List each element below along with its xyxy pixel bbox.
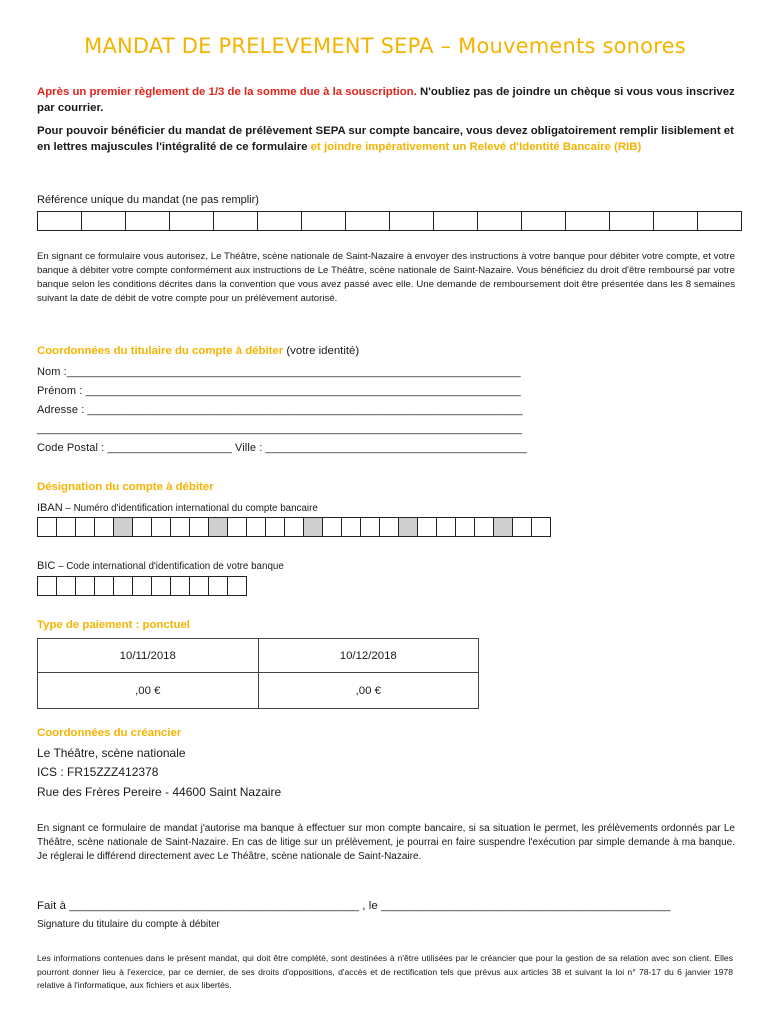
adresse-field[interactable]: Adresse : ______________________________________________________________________ xyxy=(37,404,523,416)
intro-red-text: Après un premier règlement de 1/3 de la somme due à la souscription. xyxy=(37,86,417,98)
reference-box xyxy=(257,211,302,231)
reference-box xyxy=(301,211,346,231)
iban-char-box[interactable] xyxy=(189,517,209,537)
reference-box xyxy=(81,211,126,231)
iban-char-box[interactable] xyxy=(512,517,532,537)
iban-char-box[interactable] xyxy=(151,517,171,537)
account-heading: Désignation du compte à débiter xyxy=(37,481,214,493)
reference-box xyxy=(653,211,698,231)
reference-box xyxy=(609,211,654,231)
iban-char-box[interactable] xyxy=(56,517,76,537)
iban-char-box[interactable] xyxy=(531,517,551,537)
creditor-name: Le Théâtre, scène nationale xyxy=(37,746,186,760)
signature-consent-text: En signant ce formulaire de mandat j'autorise ma banque à effectuer sur mon compte bancaire, si sa situation le permet, les prélèvements ordonnés par Le Théâtre, scène nationale de Saint-Nazaire. En cas de litige sur un prélèvement, je pourrai en faire suspendre l'exécution par simple demande à ma banque. Je réglerai le différend directement avec Le Théâtre, scène nationale de Saint-Nazaire. xyxy=(37,823,735,862)
iban-label-main: IBAN xyxy=(37,502,63,514)
bic-char-box[interactable] xyxy=(170,576,190,596)
reference-box xyxy=(213,211,258,231)
reference-box xyxy=(521,211,566,231)
creditor-ics: ICS : FR15ZZZ412378 xyxy=(37,765,159,779)
iban-label-sub: – Numéro d'identification international du compte bancaire xyxy=(62,503,318,514)
payment-table xyxy=(37,638,479,709)
bic-char-box[interactable] xyxy=(132,576,152,596)
nom-field[interactable]: Nom :_________________________________________________________________________ xyxy=(37,366,521,378)
reference-box xyxy=(477,211,522,231)
bic-char-box[interactable] xyxy=(208,576,228,596)
iban-char-box[interactable] xyxy=(113,517,133,537)
creditor-address: Rue des Frères Pereire - 44600 Saint Nazaire xyxy=(37,785,282,799)
bic-boxes[interactable] xyxy=(37,576,247,596)
reference-box xyxy=(389,211,434,231)
bic-char-box[interactable] xyxy=(56,576,76,596)
bic-char-box[interactable] xyxy=(151,576,171,596)
iban-boxes[interactable] xyxy=(37,517,551,537)
iban-char-box[interactable] xyxy=(379,517,399,537)
fait-a-field[interactable]: Fait à _____________________________________________ , le _____________________________________________ xyxy=(37,900,671,912)
bic-label-main: BIC xyxy=(37,560,56,572)
iban-char-box[interactable] xyxy=(132,517,152,537)
payment-amount-1[interactable]: ,00 € xyxy=(38,673,259,709)
bic-char-box[interactable] xyxy=(37,576,57,596)
bic-char-box[interactable] xyxy=(113,576,133,596)
payment-dates-row xyxy=(38,639,479,673)
intro-black-text: N'oubliez pas de joindre un chèque si vous vous inscrivez par courrier. xyxy=(37,86,735,114)
iban-char-box[interactable] xyxy=(246,517,266,537)
iban-char-box[interactable] xyxy=(303,517,323,537)
payment-date-1: 10/11/2018 xyxy=(38,639,259,673)
reference-box xyxy=(169,211,214,231)
intro-paragraph-2 xyxy=(37,123,737,155)
prenom-field[interactable]: Prénom : ______________________________________________________________________ xyxy=(37,385,521,397)
iban-char-box[interactable] xyxy=(398,517,418,537)
creditor-heading: Coordonnées du créancier xyxy=(37,727,182,739)
intro-instructions-text: Pour pouvoir bénéficier du mandat de prélèvement SEPA sur compte bancaire, vous devez obligatoirement remplir lisiblement et en lettres majuscules l'intégralité de ce formulaire xyxy=(37,125,734,153)
payment-amount-2[interactable]: ,00 € xyxy=(258,673,479,709)
iban-char-box[interactable] xyxy=(474,517,494,537)
holder-heading-title: Coordonnées du titulaire du compte à débiter xyxy=(37,345,284,357)
privacy-footer: Les informations contenues dans le présent mandat, qui doit être complété, sont destinées à n'être utilisées par le créancier que pour la gestion de sa relation avec son client. Elles pourront donner lieu à l'exercice, par ce dernier, de ses droits d'oppositions, d'accès et de rectification tels que prévus aux articles 38 et suivant la loi n° 78-17 du 6 janvier 1978 relative à l'informatique, aux fichiers et aux libertés. xyxy=(37,953,733,990)
iban-char-box[interactable] xyxy=(360,517,380,537)
iban-char-box[interactable] xyxy=(170,517,190,537)
iban-char-box[interactable] xyxy=(417,517,437,537)
intro-paragraph-1 xyxy=(37,84,737,116)
iban-char-box[interactable] xyxy=(94,517,114,537)
iban-char-box[interactable] xyxy=(341,517,361,537)
iban-char-box[interactable] xyxy=(208,517,228,537)
signature-caption: Signature du titulaire du compte à débiter xyxy=(37,919,220,930)
reference-box xyxy=(125,211,170,231)
bic-label-sub: – Code international d'identification de votre banque xyxy=(55,561,284,572)
authorization-text: En signant ce formulaire vous autorisez, Le Théâtre, scène nationale de Saint-Nazaire à envoyer des instructions à votre banque pour débiter votre compte, et votre banque à débiter votre compte conformément aux instructions de Le Théâtre, scène nationale de Saint-Nazaire. Vous bénéficiez du droit d'être remboursé par votre banque selon les conditions décrites dans la convention que vous avez passé avec elle. Une demande de remboursement doit être présentée dans les 8 semaines suivant la date de débit de votre compte pour un prélèvement autorisé. xyxy=(37,251,735,304)
reference-box xyxy=(37,211,82,231)
bic-char-box[interactable] xyxy=(94,576,114,596)
bic-char-box[interactable] xyxy=(75,576,95,596)
iban-char-box[interactable] xyxy=(265,517,285,537)
reference-box xyxy=(433,211,478,231)
iban-char-box[interactable] xyxy=(493,517,513,537)
holder-heading xyxy=(37,345,359,357)
bic-char-box[interactable] xyxy=(189,576,209,596)
payment-amounts-row xyxy=(38,673,479,709)
iban-label xyxy=(37,501,318,516)
payment-date-2: 10/12/2018 xyxy=(258,639,479,673)
iban-char-box[interactable] xyxy=(75,517,95,537)
page-title: MANDAT DE PRELEVEMENT SEPA – Mouvements sonores xyxy=(84,34,686,58)
code-postal-ville-field[interactable]: Code Postal : ____________________ Ville : __________________________________________ xyxy=(37,442,527,454)
payment-heading: Type de paiement : ponctuel xyxy=(37,619,190,631)
iban-char-box[interactable] xyxy=(37,517,57,537)
reference-box xyxy=(697,211,742,231)
reference-boxes xyxy=(37,211,742,231)
iban-char-box[interactable] xyxy=(436,517,456,537)
reference-box xyxy=(345,211,390,231)
reference-label: Référence unique du mandat (ne pas remplir) xyxy=(37,194,259,206)
iban-char-box[interactable] xyxy=(455,517,475,537)
reference-box xyxy=(565,211,610,231)
bic-label xyxy=(37,559,284,574)
iban-char-box[interactable] xyxy=(322,517,342,537)
holder-heading-suffix: (votre identité) xyxy=(283,345,360,357)
adresse-line2-field[interactable]: ______________________________________________________________________________ xyxy=(37,423,522,435)
intro-rib-text: et joindre impérativement un Relevé d'Identité Bancaire (RIB) xyxy=(307,141,642,153)
bic-char-box[interactable] xyxy=(227,576,247,596)
iban-char-box[interactable] xyxy=(227,517,247,537)
iban-char-box[interactable] xyxy=(284,517,304,537)
